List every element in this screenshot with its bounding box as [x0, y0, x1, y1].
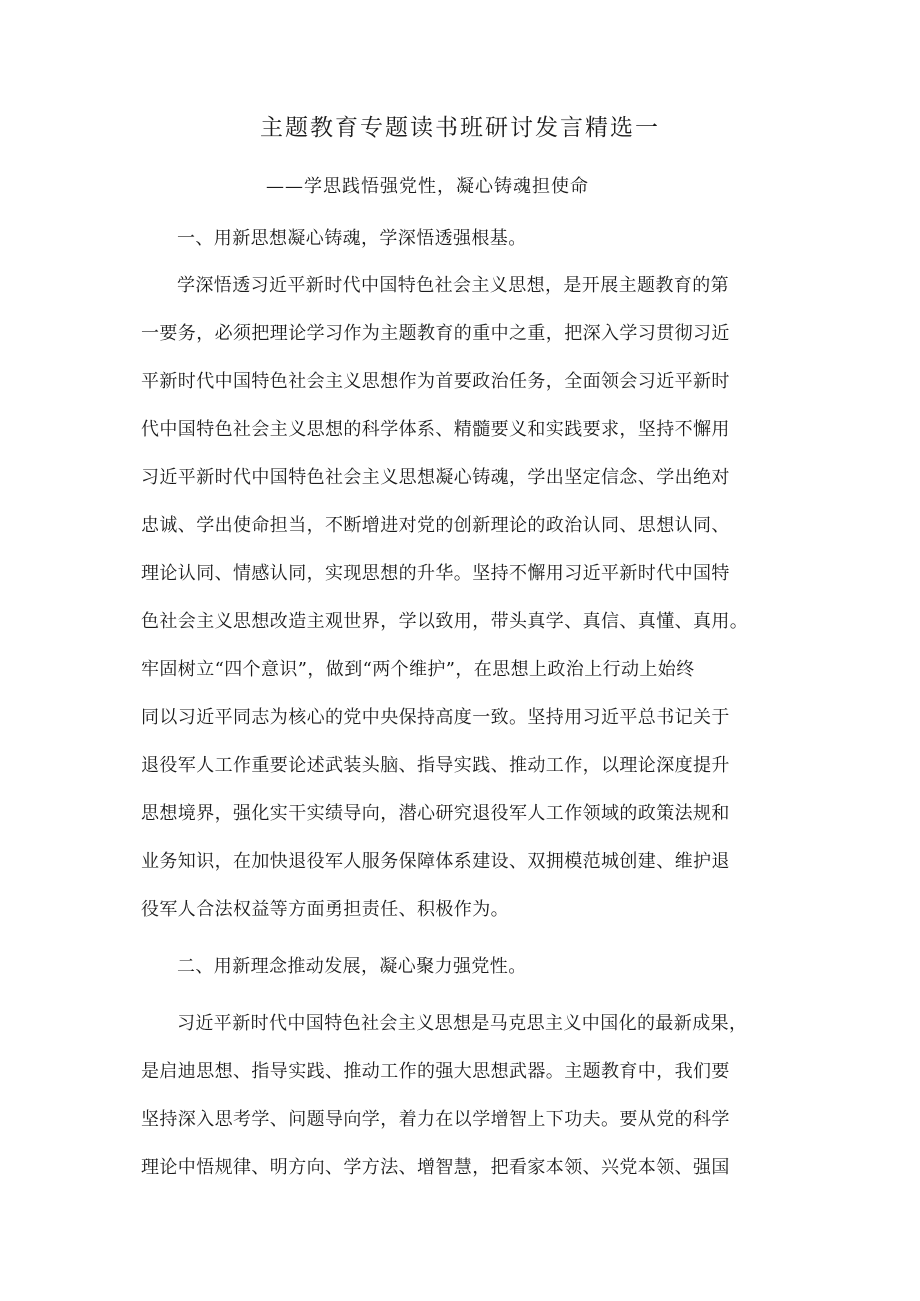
- section2-line: 理论中悟规律、明方向、学方法、增智慧，把看家本领、兴党本领、强国: [141, 1157, 730, 1178]
- document-title: 主题教育专题读书班研讨发言精选一: [260, 115, 660, 141]
- section1-line: 牢固树立“四个意识”，做到“两个维护”，在思想上政治上行动上始终: [141, 659, 695, 680]
- section1-line: 退役军人工作重要论述武装头脑、指导实践、推动工作，以理论深度提升: [141, 755, 730, 776]
- section1-line: 色社会主义思想改造主观世界，学以致用，带头真学、真信、真懂、真用。: [141, 611, 749, 632]
- section2-line: 习近平新时代中国特色社会主义思想是马克思主义中国化的最新成果，: [177, 1013, 748, 1034]
- section2-line: 坚持深入思考学、问题导向学，着力在以学增智上下功夫。要从党的科学: [141, 1109, 730, 1130]
- section1-line: 役军人合法权益等方面勇担责任、积极作为。: [141, 899, 509, 920]
- section2-heading: 二、用新理念推动发展，凝心聚力强党性。: [177, 956, 527, 977]
- section1-line: 理论认同、情感认同，实现思想的升华。坚持不懈用习近平新时代中国特: [141, 563, 730, 584]
- section1-line: 一要务，必须把理论学习作为主题教育的重中之重，把深入学习贯彻习近: [141, 323, 730, 344]
- section1-line: 习近平新时代中国特色社会主义思想凝心铸魂，学出坚定信念、学出绝对: [141, 467, 730, 488]
- document-subtitle: ——学思践悟强党性，凝心铸魂担使命: [266, 176, 589, 197]
- section1-line: 代中国特色社会主义思想的科学体系、精髓要义和实践要求，坚持不懈用: [141, 419, 730, 440]
- section1-line: 思想境界，强化实干实绩导向，潜心研究退役军人工作领域的政策法规和: [141, 803, 730, 824]
- section1-line: 同以习近平同志为核心的党中央保持高度一致。坚持用习近平总书记关于: [141, 707, 730, 728]
- section1-line: 忠诚、学出使命担当，不断增进对党的创新理论的政治认同、思想认同、: [141, 515, 730, 536]
- section1-line: 业务知识，在加快退役军人服务保障体系建设、双拥模范城创建、维护退: [141, 851, 730, 872]
- section2-line: 是启迪思想、指导实践、推动工作的强大思想武器。主题教育中，我们要: [141, 1061, 730, 1082]
- section1-line: 学深悟透习近平新时代中国特色社会主义思想，是开展主题教育的第: [177, 275, 729, 296]
- section1-heading: 一、用新思想凝心铸魂，学深悟透强根基。: [177, 228, 527, 249]
- section1-line: 平新时代中国特色社会主义思想作为首要政治任务，全面领会习近平新时: [141, 371, 730, 392]
